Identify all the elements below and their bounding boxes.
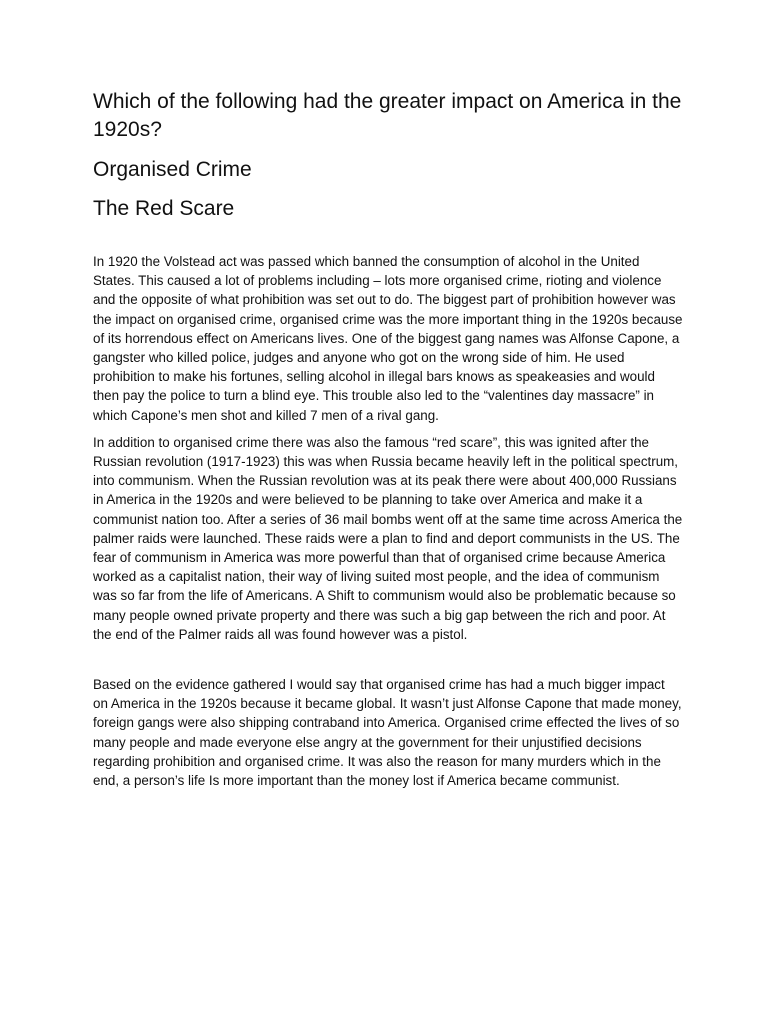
paragraph-conclusion: Based on the evidence gathered I would say that organised crime has had a much bigger impact on America in the 1920s because it became global. It wasn’t just Alfonse Capone that made money, foreign gangs were also shipping contraband into America. Organised crime effected the lives of so many people and made everyone else angry at the government for their unjustified decisions regarding prohibition and organised crime. It was also the reason for many murders which in the end, a person’s life Is more important than the money lost if America became communist. xyxy=(93,677,682,789)
question-heading: Which of the following had the greater impact on America in the 1920s? xyxy=(93,90,682,141)
option-organised-crime: Organised Crime xyxy=(93,158,252,181)
paragraph-red-scare: In addition to organised crime there was also the famous “red scare”, this was ignited after the Russian revolution (1917-1923) this was when Russia became heavily left in the political spectrum, into communism. When the Russian revolution was at its peak there were about 400,000 Russians in America in the 1920s and were believed to be planning to take over America and make it a communist nation too. After a series of 36 mail bombs went off at the same time across America the palmer raids were launched. These raids were a plan to find and deport communists in the US. The fear of communism in America was more powerful than that of organised crime because America worked as a capitalist nation, their way of living suited most people, and the idea of communism was so far from the life of Americans. A Shift to communism would also be problematic because so many people owned private property and there was such a big gap between the rich and poor. At the end of the Palmer raids all was found however was a pistol. xyxy=(93,434,683,642)
option-red-scare: The Red Scare xyxy=(93,197,235,220)
paragraph-organised-crime: In 1920 the Volstead act was passed which banned the consumption of alcohol in the United States. This caused a lot of problems including – lots more organised crime, rioting and violence and the opposite of what prohibition was set out to do. The biggest part of prohibition however was the impact on organised crime, organised crime was the more important thing in the 1920s because of its horrendous effect on Americans lives. One of the biggest gang names was Alfonse Capone, a gangster who killed police, judges and anyone who got on the wrong side of him. He used prohibition to make his fortunes, selling alcohol in illegal bars knows as speakeasies and would then pay the police to turn a blind eye. This trouble also led to the “valentines day massacre” in which Capone’s men shot and killed 7 men of a rival gang. xyxy=(93,254,683,423)
document-page xyxy=(93,88,683,790)
